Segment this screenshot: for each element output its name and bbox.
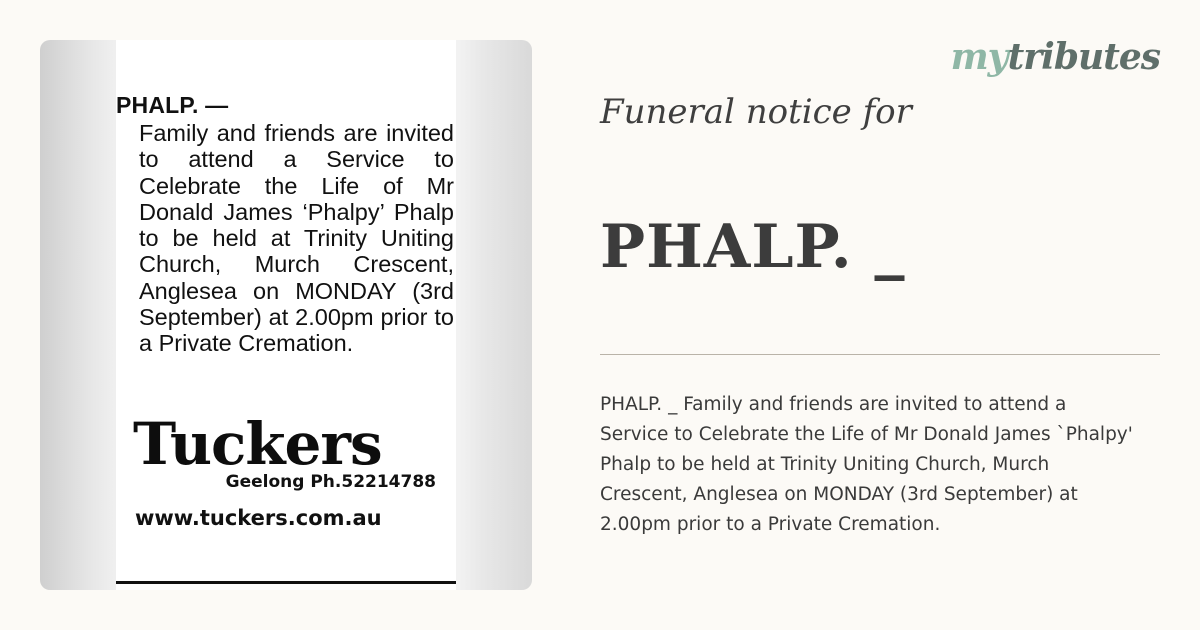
mytributes-logo[interactable] (951, 36, 1160, 78)
deceased-name: PHALP. _ (600, 212, 906, 282)
brand-part-my: my (950, 36, 1008, 78)
funeral-director-phone: Geelong Ph.52214788 (225, 472, 436, 492)
newspaper-clipping (116, 40, 456, 590)
notice-image (40, 40, 532, 590)
notice-type-label: Funeral notice for (600, 92, 912, 132)
notice-summary-text: PHALP. _ Family and friends are invited to attend a Service to Celebrate the Life of Mr Donald James `Phalpy' Phalp to be held at Trinity Uniting Church, Murch Crescent, Anglesea on MONDAY (3rd September) at 2.00pm prior to a Private Cremation. (600, 394, 1133, 535)
funeral-director-website: www.tuckers.com.au (135, 506, 382, 530)
notice-body: Family and friends are invited to attend a Service to Celebrate the Life of Mr Donald James ‘Phalpy’ Phalp to be held at Trinity Uniting Church, Murch Crescent, Anglesea on MONDAY (3rd September) at 2.00pm prior to a Private Cremation. (139, 120, 454, 357)
notice-bottom-rule (116, 581, 456, 584)
notice-heading: PHALP. — (116, 92, 229, 118)
funeral-director-ad (133, 412, 438, 530)
brand-part-tributes: tributes (1007, 36, 1160, 78)
divider (600, 354, 1160, 355)
funeral-director-logo: Tuckers (133, 410, 382, 478)
